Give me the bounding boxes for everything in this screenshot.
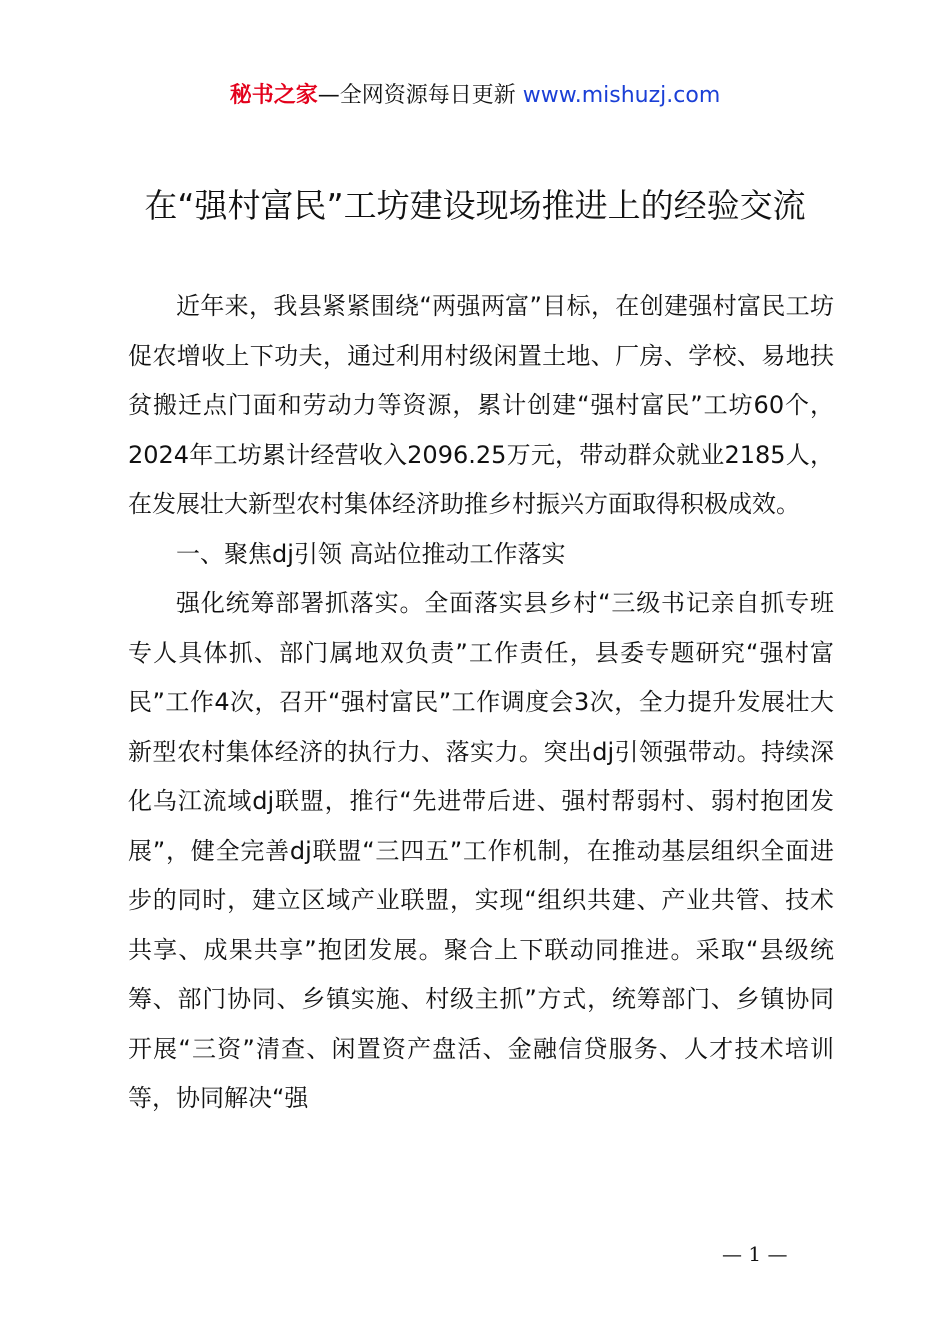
site-brand: 秘书之家 (229, 83, 318, 108)
site-tagline: —全网资源每日更新 (317, 83, 523, 108)
paragraph-intro: 近年来，我县紧紧围绕“两强两富”目标，在创建强村富民工坊促农增收上下功夫，通过利用村级闲置土地、厂房、学校、易地扶贫搬迁点门面和劳动力等资源，累计创建“强村富民”工坊60个，2024年工坊累计经营收入2096.25万元，带动群众就业2185人，在发展壮大新型农村集体经济助推乡村振兴方面取得积极成效。 (128, 292, 834, 518)
document-body (128, 282, 834, 1124)
site-header (0, 80, 950, 112)
site-url-link[interactable]: www.mishuzj.com (522, 83, 721, 108)
document-title: 在“强村富民”工坊建设现场推进上的经验交流 (144, 186, 806, 225)
section-heading: 一、聚焦dj引领 高站位推动工作落实 (176, 539, 566, 568)
paragraph-section-1: 强化统筹部署抓落实。全面落实县乡村“三级书记亲自抓专班专人具体抓、部门属地双负责”工作责任，县委专题研究“强村富民”工作4次，召开“强村富民”工作调度会3次，全力提升发展壮大新型农村集体经济的执行力、落实力。突出dj引领强带动。持续深化乌江流域dj联盟，推行“先进带后进、强村帮弱村、弱村抱团发展”，健全完善dj联盟“三四五”工作机制，在推动基层组织全面进步的同时，建立区域产业联盟，实现“组织共建、产业共管、技术共享、成果共享”抱团发展。聚合上下联动同推进。采取“县级统筹、部门协同、乡镇实施、村级主抓”方式，统筹部门、乡镇协同开展“三资”清查、闲置资产盘活、金融信贷服务、人才技术培训等，协同解决“强 (128, 589, 834, 1112)
page-number: — 1 — (722, 1242, 788, 1266)
